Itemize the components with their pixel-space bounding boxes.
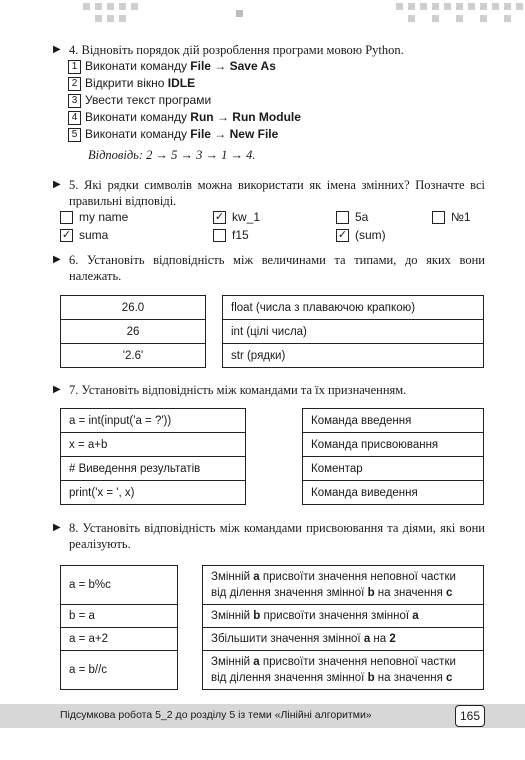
table-row	[303, 433, 484, 457]
task-question: Установіть відповідність між командами та їх призначенням.	[81, 383, 407, 397]
cell-text: Збільшити значення змінної	[211, 633, 364, 645]
step-number-box: 4	[68, 111, 81, 125]
task-arrow-icon: ▶	[53, 522, 61, 533]
cell-text: Змінній	[211, 656, 254, 668]
table-row	[61, 457, 246, 481]
table-cell: '2.6'	[61, 344, 206, 368]
task-question: Установіть відповідність між командами присвоювання та діями, які вони реалізують.	[69, 521, 485, 551]
step-command: IDLE	[167, 76, 196, 90]
option-label: (sum)	[355, 228, 386, 242]
cell-text: на	[370, 633, 390, 645]
table-cell: a = b%c	[61, 566, 178, 605]
table-row	[223, 320, 484, 344]
cell-text: Змінній	[211, 610, 254, 622]
step-item	[68, 75, 195, 91]
table-cell: Команда введення	[303, 409, 484, 433]
option-checkbox[interactable]	[432, 210, 471, 224]
task-7-purpose-table	[302, 408, 484, 505]
table-row	[61, 344, 206, 368]
table-cell: x = a+b	[61, 433, 246, 457]
table-cell: str (рядки)	[223, 344, 484, 368]
task-number: 7.	[69, 383, 79, 397]
checkbox-icon[interactable]	[432, 211, 445, 224]
task-question: Відновіть порядок дій розроблення програми мовою Python.	[81, 43, 404, 57]
step-number-box: 5	[68, 128, 81, 142]
step-command: Run → Run Module	[190, 110, 301, 124]
checkbox-icon[interactable]	[213, 229, 226, 242]
step-text: Виконати команду	[85, 110, 191, 124]
option-checkbox[interactable]	[213, 228, 249, 242]
task-6-values-table	[60, 295, 206, 368]
cell-text: Змінній	[211, 571, 254, 583]
table-cell: 26	[61, 320, 206, 344]
table-cell: # Виведення результатів	[61, 457, 246, 481]
task-6	[53, 252, 485, 284]
task-arrow-icon: ▶	[53, 254, 61, 265]
option-checkbox[interactable]	[60, 228, 108, 242]
table-cell: int (цілі числа)	[223, 320, 484, 344]
step-command: File → New File	[190, 127, 279, 141]
option-label: suma	[79, 228, 109, 242]
table-cell: a = a+2	[61, 628, 178, 651]
table-cell: a = int(input('a = ?'))	[61, 409, 246, 433]
cell-text: присвоїти значення неповної частки	[259, 656, 456, 668]
option-label: kw_1	[232, 210, 261, 224]
option-label: №1	[451, 210, 471, 224]
step-command: File → Save As	[190, 59, 276, 73]
cell-text: присвоїти значення неповної частки	[259, 571, 456, 583]
table-row	[61, 481, 246, 505]
option-label: f15	[232, 228, 249, 242]
top-decoration	[0, 0, 525, 24]
checkbox-icon[interactable]	[336, 211, 349, 224]
step-item	[68, 126, 278, 142]
cell-bold: b	[253, 610, 261, 622]
table-row	[303, 457, 484, 481]
task-number: 6.	[69, 253, 79, 267]
table-cell: b = a	[61, 605, 178, 628]
checkmark-icon[interactable]: ✓	[337, 229, 348, 242]
table-row	[203, 566, 484, 605]
table-row	[203, 628, 484, 651]
cell-text: від ділення значення змінної	[211, 587, 368, 599]
step-text: Виконати команду	[85, 127, 191, 141]
table-row	[303, 481, 484, 505]
checkbox-icon[interactable]	[60, 211, 73, 224]
table-cell: Команда присвоювання	[303, 433, 484, 457]
step-item	[68, 92, 211, 108]
task-6-types-table	[222, 295, 484, 368]
step-item	[68, 109, 301, 125]
cell-bold: a	[253, 571, 260, 583]
cell-bold: a	[363, 633, 371, 645]
option-label: 5a	[355, 210, 369, 224]
page-number: 165	[455, 705, 485, 727]
cell-text: на значення	[374, 672, 447, 684]
table-row	[223, 296, 484, 320]
cell-bold: c	[446, 587, 453, 599]
step-number-box: 2	[68, 77, 81, 91]
cell-bold: b	[367, 672, 375, 684]
option-checkbox[interactable]	[60, 210, 128, 224]
step-text: Увести текст програми	[85, 93, 212, 107]
table-cell	[203, 628, 484, 651]
cell-bold: c	[446, 672, 453, 684]
table-cell: Коментар	[303, 457, 484, 481]
task-question: Які рядки символів можна використати як імена змінних? Позначте всі правильні відповіді.	[69, 178, 485, 208]
cell-bold: b	[367, 587, 375, 599]
task-number: 5.	[69, 178, 79, 192]
step-text: Відкрити вікно	[85, 76, 168, 90]
table-row	[223, 344, 484, 368]
cell-text: присвоїти значення змінної	[260, 610, 413, 622]
task-question: Установіть відповідність між величинами та типами, до яких вони належать.	[69, 253, 485, 283]
task-number: 4.	[69, 43, 79, 57]
task-4	[53, 42, 485, 58]
task-8	[53, 520, 485, 552]
table-cell	[203, 651, 484, 690]
table-row	[61, 320, 206, 344]
table-row	[61, 296, 206, 320]
step-number-box: 1	[68, 60, 81, 74]
table-row	[61, 651, 178, 690]
task-5	[53, 177, 485, 209]
option-checkbox[interactable]	[213, 210, 260, 224]
table-row	[61, 433, 246, 457]
table-cell: print('x = ', x)	[61, 481, 246, 505]
step-number-box: 3	[68, 94, 81, 108]
table-row	[61, 605, 178, 628]
table-row	[303, 409, 484, 433]
footer-text: Підсумкова робота 5_2 до розділу 5 із теми «Лінійні алгоритми»	[60, 709, 372, 721]
task-arrow-icon: ▶	[53, 384, 61, 395]
option-checkbox[interactable]	[336, 228, 386, 242]
checkmark-icon[interactable]: ✓	[214, 211, 225, 224]
cell-bold: 2	[389, 633, 396, 645]
task-arrow-icon: ▶	[53, 179, 61, 190]
table-cell	[203, 605, 484, 628]
task-7	[53, 382, 485, 398]
option-label: my name	[79, 210, 129, 224]
task-4-answer: Відповідь: 2 → 5 → 3 → 1 → 4.	[88, 148, 256, 162]
task-7-commands-table	[60, 408, 246, 505]
cell-bold: a	[412, 610, 419, 622]
table-cell: 26.0	[61, 296, 206, 320]
table-row	[61, 628, 178, 651]
task-number: 8.	[69, 521, 79, 535]
table-row	[203, 651, 484, 690]
checkmark-icon[interactable]: ✓	[61, 229, 72, 242]
table-cell: a = b//c	[61, 651, 178, 690]
table-cell	[203, 566, 484, 605]
task-arrow-icon: ▶	[53, 44, 61, 55]
table-cell: Команда виведення	[303, 481, 484, 505]
cell-bold: a	[253, 656, 260, 668]
step-item	[68, 58, 276, 74]
table-row	[61, 409, 246, 433]
cell-text: від ділення значення змінної	[211, 672, 368, 684]
option-checkbox[interactable]	[336, 210, 368, 224]
task-8-commands-table	[60, 565, 178, 690]
table-row	[61, 566, 178, 605]
table-row	[203, 605, 484, 628]
table-cell: float (числа з плаваючою крапкою)	[223, 296, 484, 320]
cell-text: на значення	[374, 587, 447, 599]
step-text: Виконати команду	[85, 59, 191, 73]
task-8-actions-table	[202, 565, 484, 690]
